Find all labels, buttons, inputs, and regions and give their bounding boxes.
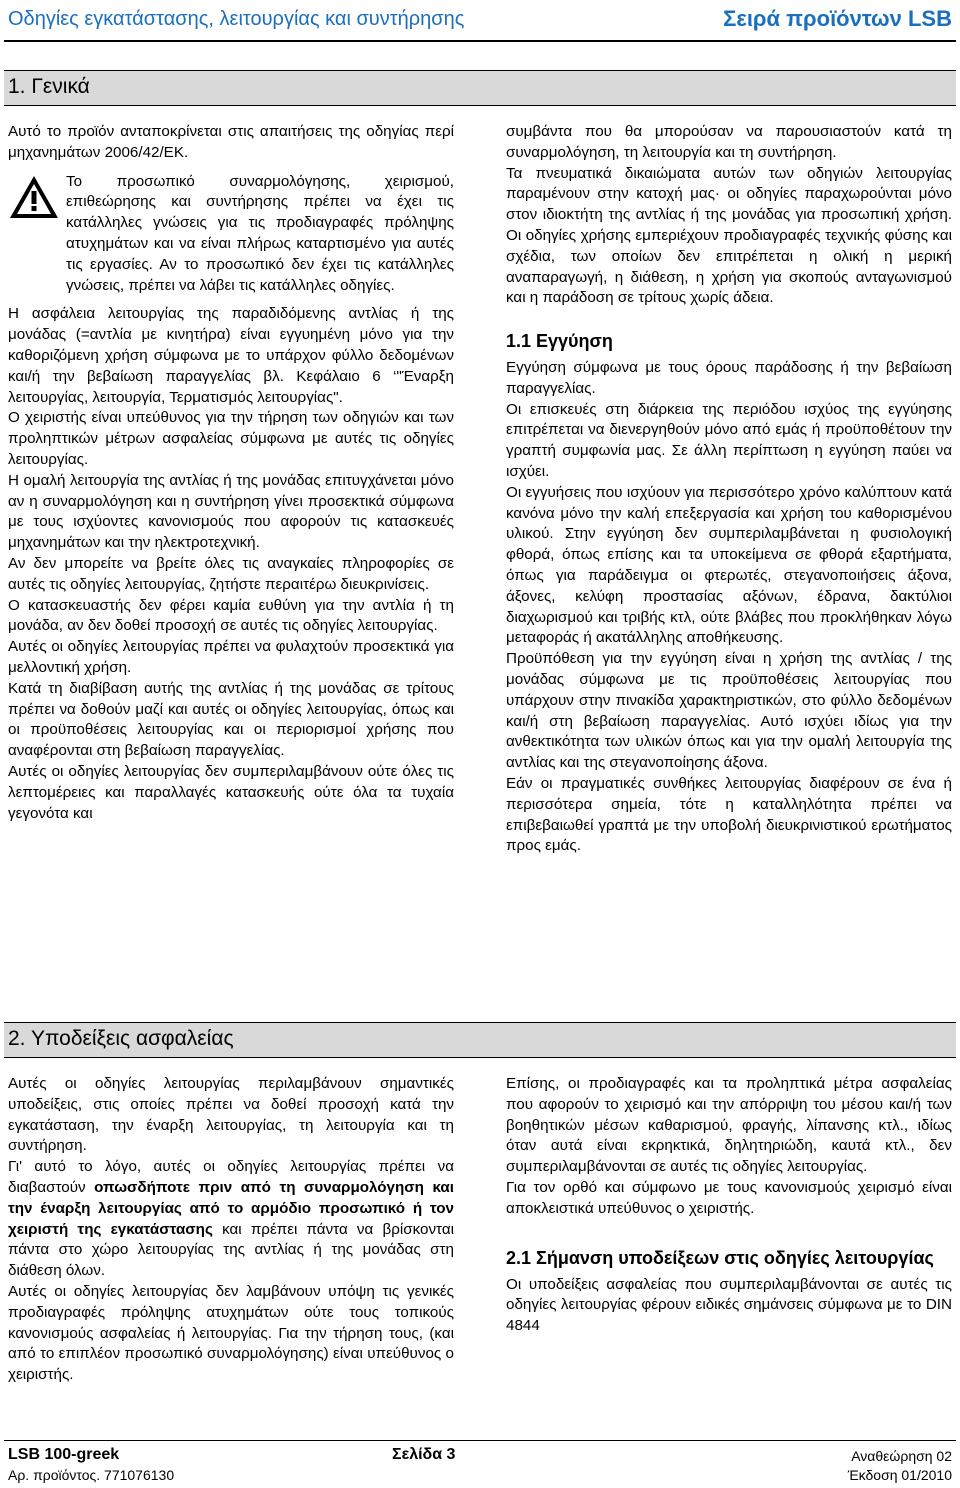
emphasis-text: οπωσδήποτε πριν από τη συναρμολόγηση και την έναρξη λειτουργίας από το αρμόδιο προσωπικό ή τον χειριστή της εγκατάστασης	[8, 1178, 454, 1238]
paragraph: Οι επισκευές στη διάρκεια της περιόδου ισχύος της εγγύησης επιτρέπεται να διενεργηθούν μόνο από εμάς ή προϋποθέτουν την γραπτή συμφωνία μας. Σε άλλη περίπτωση η εγγύηση παύει να ισχύει.	[506, 400, 952, 480]
paragraph: Ο κατασκευαστής δεν φέρει καμία ευθύνη για την αντλία ή τη μονάδα, αν δεν δοθεί προσοχή σε αυτές τις οδηγίες λειτουργίας.	[8, 596, 454, 635]
revision: Αναθεώρηση 02	[851, 1448, 952, 1464]
intro-paragraph: Αυτό το προϊόν ανταποκρίνεται στις απαιτήσεις της οδηγίας περί μηχανημάτων 2006/42/ΕΚ.	[8, 123, 454, 161]
paragraph: Οι υποδείξεις ασφαλείας που συμπεριλαμβάνονται σε αυτές τις οδηγίες λειτουργίας φέρουν ειδικές σημάνσεις σύμφωνα με το DIN 4844	[506, 1275, 952, 1335]
paragraph: Αυτές οι οδηγίες λειτουργίας περιλαμβάνουν σημαντικές υποδείξεις, στις οποίες πρέπει να δοθεί προσοχή κατά την εγκατάσταση, την έναρξη λειτουργίας, τη λειτουργία και τη συντήρηση.	[8, 1075, 454, 1155]
product-series: Σειρά προϊόντων LSB	[723, 6, 952, 31]
paragraph: Για τον ορθό και σύμφωνο με τους κανονισμούς χειρισμό είναι αποκλειστικά υπεύθυνος ο χειριστής.	[506, 1178, 952, 1217]
paragraph: Οι εγγυήσεις που ισχύουν για περισσότερο χρόνο καλύπτουν κατά κανόνα μόνο την καλή επεξεργασία και χρήση του καθορισμένου υλικού. Στην εγγύηση δεν συμπεριλαμβάνεται η φυσιολογική φθορά, όπως επίσης και τα υποκείμενα σε φθορά εξαρτήματα, όπως για παράδειγμα οι φτερωτές, στεγανοποιήσεις άξονα, άξονες, κελύφη προστασίας αξόνων, έδρανα, δακτύλιοι διαχωρισμού και τριβής κτλ, ούτε βλάβες που προκλήθηκαν λόγω μεταφοράς ή ακατάλληλης αποθήκευσης.	[506, 483, 952, 647]
paragraph: Η ασφάλεια λειτουργίας της παραδιδόμενης αντλίας ή της μονάδας (=αντλία με κινητήρα) είναι εγγυημένη μόνο για την καθοριζόμενη χρήση σύμφωνα με το υπάρχον φύλλο δεδομένων και/ή την βεβαίωση παραγγελίας βλ. Κεφάλαιο 6 ‘"Έναρξη λειτουργίας, λειτουργία, Τερματισμός λειτουργίας".	[8, 305, 454, 406]
product-number: Αρ. προϊόντος. 771076130	[8, 1467, 175, 1483]
document-title: Οδηγίες εγκατάστασης, λειτουργίας και συντήρησης	[8, 8, 465, 30]
section-1-bar	[4, 70, 956, 106]
paragraph: Αν δεν μπορείτε να βρείτε όλες τις αναγκαίες πληροφορίες σε αυτές τις οδηγίες λειτουργίας, ζητήστε περαιτέρω διευκρινίσεις.	[8, 554, 454, 593]
paragraph: Εάν οι πραγματικές συνθήκες λειτουργίας διαφέρουν σε ένα ή περισσότερα σημεία, τότε η καταλληλότητα πρέπει να επιβεβαιωθεί γραπτά με την υποβολή διευκρινιστικού ερωτήματος προς εμάς.	[506, 774, 952, 855]
paragraph: Εγγύηση σύμφωνα με τους όρους παράδοσης ή την βεβαίωση παραγγελίας.	[506, 358, 952, 397]
paragraph: Αυτές οι οδηγίες λειτουργίας δεν λαμβάνουν υπόψη τις γενικές προδιαγραφές πρόληψης ατυχημάτων ούτε τους τοπικούς κανονισμούς ασφαλείας ή λειτουργίας. Για την τήρηση τους, (και από το επιπλέον προσωπικό συναρμολόγησης) είναι υπεύθυνος ο χειριστής.	[8, 1282, 454, 1384]
warranty-heading: 1.1 Εγγύηση	[506, 331, 613, 352]
subsection-heading: 2.1 Σήμανση υποδείξεων στις οδηγίες λειτουργίας	[506, 1247, 934, 1268]
warning-text: Το προσωπικό συναρμολόγησης, χειρισμού, επιθεώρησης και συντήρησης πρέπει να έχει τις κατάλληλες γνώσεις για τις προδιαγραφές πρόληψης ατυχημάτων και να είναι πλήρως καταρτισμένο για αυτές τις εργασίες. Αν το προσωπικό δεν έχει τις κατάλληλες γνώσεις, πρέπει να λάβει τις κατάλληλες οδηγίες.	[66, 172, 454, 294]
section-1-heading: 1. Γενικά	[8, 75, 90, 98]
section-2-left-column	[8, 1074, 454, 1386]
paragraph: Τα πνευματικά δικαιώματα αυτών των οδηγιών λειτουργίας παραμένουν στην κατοχή μας· οι οδηγίες παραχωρούνται μόνο στον ιδιοκτήτη της αντλίας ή της μονάδας για προσωπική χρήση. Οι οδηγίες χρήσης εμπεριέχουν προδιαγραφές τεχνικής φύσης και σχέδια, των οποίων δεν επιτρέπεται η ολική η μερική αναπαραγωγή, η διάθεση, η χρήση για σκοπούς ανταγωνισμού και η παράδοση σε τρίτους χωρίς άδεια.	[506, 164, 952, 307]
section-2-heading: 2. Υποδείξεις ασφαλείας	[8, 1027, 234, 1050]
paragraph: Προϋπόθεση για την εγγύηση είναι η χρήση της αντλίας / της μονάδας σύμφωνα με τις προϋποθέσεις λειτουργίας που υπάρχουν στην πινακίδα χαρακτηριστικών, στο φύλλο δεδομένων και/ή στη βεβαίωση παραγγελίας. Αυτό ισχύει ιδίως για την ανθεκτικότητα των υλικών όπως και για την ομαλή λειτουργία της αντλίας και της στεγανοποίησης άξονα.	[506, 650, 952, 772]
warning-block	[8, 172, 454, 297]
paragraph-text: Γι' αυτό το λόγο, αυτές οι οδηγίες λειτουργίας πρέπει να διαβαστούν	[8, 1158, 454, 1196]
paragraph: Κατά τη διαβίβαση αυτής της αντλίας ή της μονάδας σε τρίτους πρέπει να δοθούν μαζί και αυτές οι οδηγίες λειτουργίας, όπως και οι προϋποθέσεις λειτουργίας και οι περιορισμοί χρήσης που αναφέρονται στη βεβαίωση παραγγελίας.	[8, 679, 454, 760]
section-2-right-column	[506, 1074, 952, 1337]
paragraph: συμβάντα που θα μπορούσαν να παρουσιαστούν κατά τη συναρμολόγηση, τη λειτουργία και τη συντήρηση.	[506, 123, 952, 161]
paragraph: Αυτές οι οδηγίες λειτουργίας δεν συμπεριλαμβάνουν ούτε όλες τις λεπτομέρειες και παραλλαγές κατασκευής ούτε όλα τα τυχαία γεγονότα και	[8, 762, 454, 822]
paragraph: Αυτές οι οδηγίες λειτουργίας πρέπει να φυλαχτούν προσεκτικά για μελλοντική χρήση.	[8, 638, 454, 676]
paragraph: Ο χειριστής είναι υπεύθυνος για την τήρηση των οδηγιών και των προληπτικών μέτρων ασφαλείας σύμφωνα με αυτές τις οδηγίες λειτουργίας.	[8, 409, 454, 468]
paragraph: Επίσης, οι προδιαγραφές και τα προληπτικά μέτρα ασφαλείας που αφορούν το χειρισμό και την απόρριψη του μέσου και/ή των βοηθητικών μέσων καθαρισμού, φραγής, λίπανσης κτλ., ιδίως όταν αυτά είναι εκρηκτικά, δηλητηριώδη, καυτά κτλ., δεν συμπεριλαμβάνονται σε αυτές τις οδηγίες λειτουργίας.	[506, 1075, 952, 1176]
paragraph: Η ομαλή λειτουργία της αντλίας ή της μονάδας επιτυγχάνεται μόνο αν η συναρμολόγηση και η συντήρηση γίνει προσεκτικά σύμφωνα με τους ισχύοντες κανονισμούς που αφορούν τις κατασκευές μηχανημάτων και την ηλεκτροτεχνική.	[8, 471, 454, 552]
document-code: LSB 100-greek	[8, 1446, 120, 1463]
header-rule	[4, 40, 956, 42]
page-number: Σελίδα 3	[392, 1446, 456, 1463]
section-1-right-column	[506, 122, 952, 857]
edition: Έκδοση 01/2010	[847, 1467, 952, 1483]
footer-rule	[4, 1440, 956, 1441]
section-2-bar	[4, 1022, 956, 1058]
warning-triangle-icon	[8, 174, 60, 220]
paragraph-text: και πρέπει πάντα να βρίσκονται πάντα στο χώρο λειτουργίας της αντλίας ή της μονάδας στη διάθεση όλων.	[8, 1220, 454, 1280]
paragraph	[8, 1157, 454, 1282]
section-1-left-column	[8, 122, 454, 824]
